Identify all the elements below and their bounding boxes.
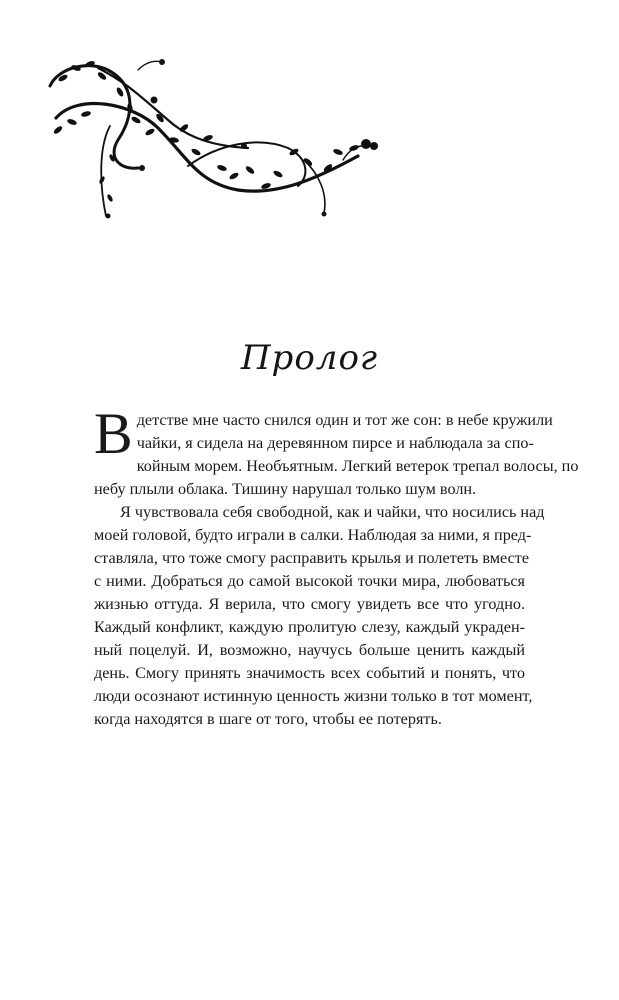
paragraph-2 — [94, 501, 545, 731]
text-line: небу плыли облака. Тишину нарушал только шум волн. — [94, 480, 477, 498]
text-line: койным морем. Необъятным. Легкий ветерок трепал волосы, по — [136, 457, 579, 475]
body-text — [94, 401, 579, 731]
text-line: день. Смогу принять значимость всех событий и понять, что — [94, 664, 525, 682]
text-line: Я чувствовала себя свободной, как и чайки, что носились над — [120, 503, 545, 521]
text-line: когда находятся в шаге от того, чтобы ее потерять. — [94, 710, 442, 728]
drop-cap: В — [94, 401, 133, 466]
paragraph-1 — [94, 401, 579, 501]
text-line: ставляла, что тоже смогу расправить крылья и полететь вместе — [94, 549, 530, 567]
text-line: моей головой, будто играли в салки. Наблюдая за ними, я пред- — [94, 526, 532, 544]
text-line: чайки, я сидела на деревянном пирсе и наблюдала за спо- — [136, 434, 534, 452]
floral-vine-ornament-icon — [38, 48, 390, 228]
text-line: люди осознают истинную ценность жизни только в тот момент, — [94, 687, 533, 705]
text-line: жизнью оттуда. Я верила, что смогу увидеть все что угодно. — [94, 595, 525, 613]
text-line: с ними. Добраться до самой высокой точки мира, любоваться — [94, 572, 525, 590]
text-line: ный поцелуй. И, возможно, научусь больше ценить каждый — [94, 641, 525, 659]
chapter-title: Пролог — [240, 338, 379, 378]
text-line: Каждый конфликт, каждую пролитую слезу, каждый украден- — [94, 618, 525, 636]
text-line: детстве мне часто снился один и тот же сон: в небе кружили — [136, 411, 553, 429]
